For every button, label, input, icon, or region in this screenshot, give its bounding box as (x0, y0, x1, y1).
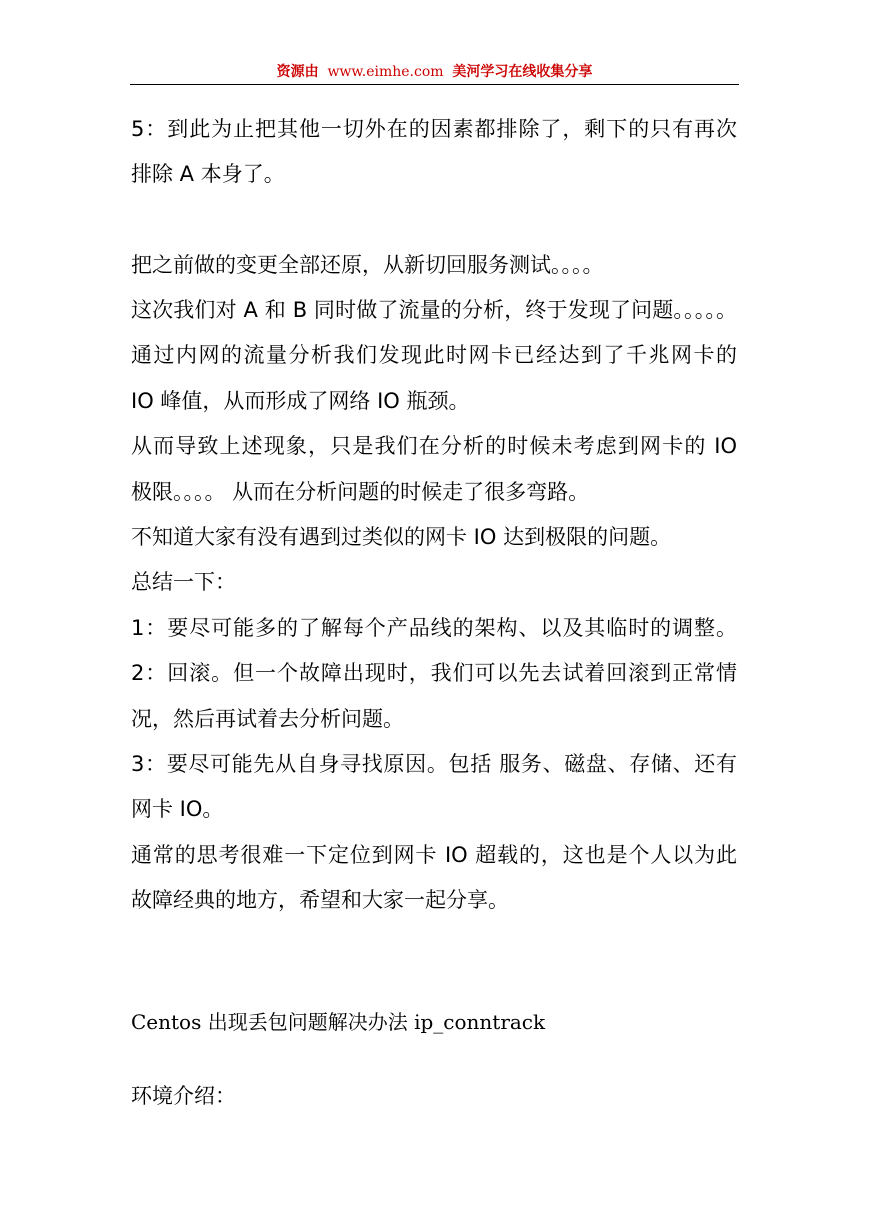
paragraph-line: 网卡 IO。 (131, 797, 224, 821)
paragraph-line: IO 峰值，从而形成了网络 IO 瓶颈。 (131, 389, 470, 413)
paragraph-line: 不知道大家有没有遇到过类似的网卡 IO 达到极限的问题。 (131, 525, 672, 549)
paragraph-line: 把之前做的变更全部还原，从新切回服务测试。。。。 (131, 253, 604, 277)
header-suffix: 美河学习在线收集分享 (452, 64, 593, 80)
header-prefix: 资源由 (276, 64, 319, 80)
header-divider (130, 84, 739, 85)
paragraph-line: 2：回滚。但一个故障出现时，我们可以先去试着回滚到正常情 (131, 661, 737, 685)
paragraph-line: 3：要尽可能先从自身寻找原因。包括 服务、磁盘、存储、还有 (131, 752, 737, 776)
section-title: Centos 出现丢包问题解决办法 ip_conntrack (131, 1010, 546, 1034)
paragraph-line: 况，然后再试着去分析问题。 (131, 707, 404, 731)
header-site-link[interactable]: www.eimhe.com (327, 64, 444, 80)
paragraph-line: 通过内网的流量分析我们发现此时网卡已经达到了千兆网卡的 (131, 343, 737, 367)
paragraph-line: 故障经典的地方，希望和大家一起分享。 (131, 888, 509, 912)
paragraph-line: 从而导致上述现象，只是我们在分析的时候未考虑到网卡的 IO (131, 434, 737, 458)
paragraph-line: 1：要尽可能多的了解每个产品线的架构、以及其临时的调整。 (131, 616, 737, 640)
paragraph-line: 极限。。。。 从而在分析问题的时候走了很多弯路。 (131, 480, 590, 504)
paragraph-line: 5：到此为止把其他一切外在的因素都排除了，剩下的只有再次 (131, 117, 737, 141)
paragraph-line: 通常的思考很难一下定位到网卡 IO 超载的，这也是个人以为此 (131, 843, 737, 867)
paragraph-line: 排除 A 本身了。 (131, 162, 285, 186)
section-subtitle: 环境介绍： (131, 1084, 236, 1108)
page-header (130, 60, 739, 84)
paragraph-line: 总结一下： (131, 570, 236, 594)
paragraph-line: 这次我们对 A 和 B 同时做了流量的分析，终于发现了问题。。。。。 (131, 298, 737, 322)
